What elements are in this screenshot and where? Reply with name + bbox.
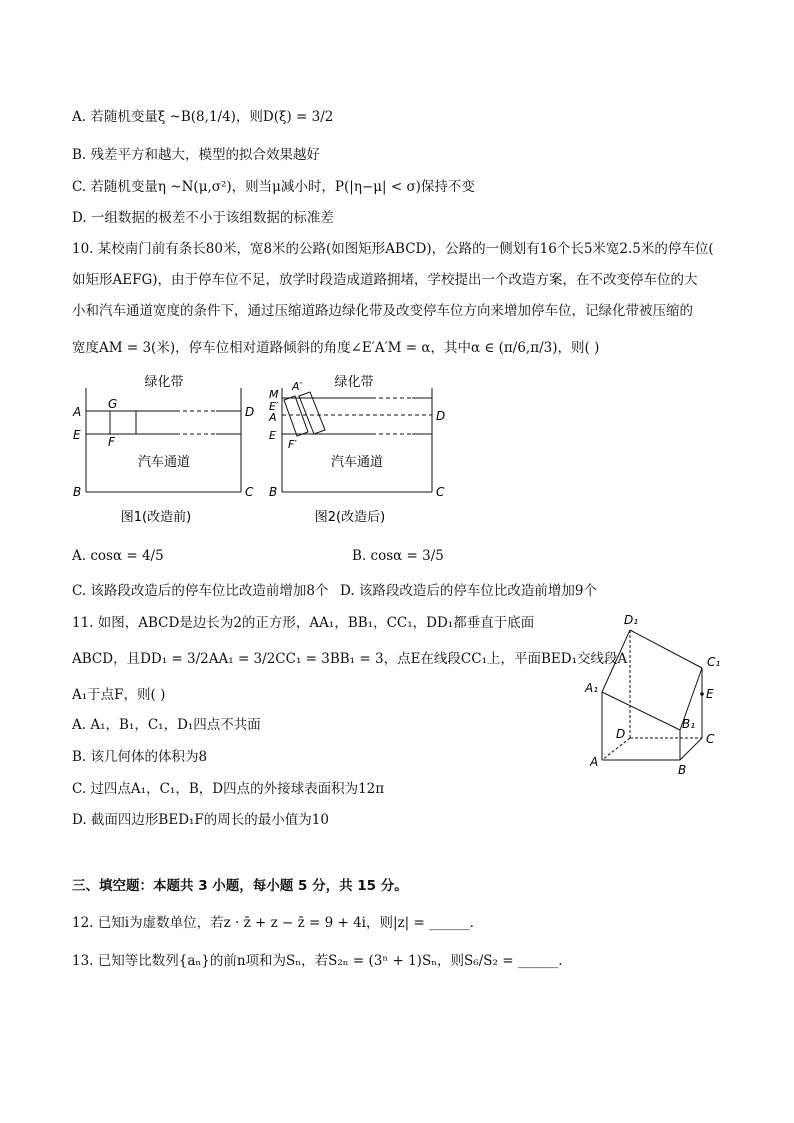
q10-stem-line4: 宽度AM = 3(米)，停车位相对道路倾斜的角度∠E′A′M = α，其中α ∈ (π/6,π/3)，则( ) xyxy=(72,340,600,356)
fig2-label-d: D xyxy=(436,409,446,423)
fig11-label-b: B xyxy=(678,763,687,777)
fig2-label-e-prime: E′ xyxy=(269,400,279,413)
fig1-caption: 图1(改造前) xyxy=(120,510,192,525)
fig1-label-g: G xyxy=(108,397,118,411)
q11-stem-line3: A₁于点F，则( ) xyxy=(72,687,166,703)
fig2-label-a-prime: A′ xyxy=(292,380,303,393)
fig2-label-b: B xyxy=(269,485,278,499)
section-3-title: 三、填空题：本题共 3 小题，每小题 5 分，共 15 分。 xyxy=(72,878,408,894)
fig11-label-c: C xyxy=(706,732,715,746)
q11-stem-line1: 11. 如图，ABCD是边长为2的正方形，AA₁，BB₁，CC₁，DD₁都垂直于底面 xyxy=(72,615,535,631)
fig11-label-a1: A₁ xyxy=(585,681,599,695)
q10-option-b: B. cosα = 3/5 xyxy=(352,548,444,564)
fig11-label-d: D xyxy=(616,727,626,741)
fig1-label-b: B xyxy=(73,485,82,499)
fig2-label-a: A xyxy=(269,411,277,424)
q11-option-b: B. 该几何体的体积为8 xyxy=(72,749,208,765)
q9-option-b: B. 残差平方和越大，模型的拟合效果越好 xyxy=(72,147,321,163)
q11-option-d: D. 截面四边形BED₁F的周长的最小值为10 xyxy=(72,812,329,828)
fig11-label-c1: C₁ xyxy=(707,655,721,669)
fig11-label-b1: B₁ xyxy=(682,717,696,731)
fig2-caption: 图2(改造后) xyxy=(314,510,386,525)
q9-option-c: C. 若随机变量η ~N(μ,σ²)，则当μ减小时，P(|η−μ| < σ)保持不变 xyxy=(72,179,475,195)
fig1-label-f: F xyxy=(108,435,115,449)
q11-solid-figure xyxy=(582,608,732,778)
fig2-green-label: 绿化带 xyxy=(334,375,374,390)
q10-option-c: C. 该路段改造后的停车位比改造前增加8个 xyxy=(72,583,329,599)
fig1-green-label: 绿化带 xyxy=(144,375,184,390)
fig1-road-label: 汽车通道 xyxy=(137,455,191,470)
q11-option-c: C. 过四点A₁，C₁，B，D四点的外接球表面积为12π xyxy=(72,781,385,797)
fig1-label-c: C xyxy=(245,485,254,499)
fig1-label-e: E xyxy=(73,428,81,442)
fig2-label-f-prime: F′ xyxy=(288,438,297,451)
q10-figure1 xyxy=(66,368,266,533)
q11-stem-line2: ABCD，且DD₁ = 3/2AA₁ = 3/2CC₁ = 3BB₁ = 3，点E在线段CC₁上，平面BED₁交线段A xyxy=(72,651,628,667)
fig11-label-d1: D₁ xyxy=(624,613,639,627)
fig2-label-m: M xyxy=(269,388,279,401)
q9-option-d: D. 一组数据的极差不小于该组数据的标准差 xyxy=(72,210,334,226)
q10-stem-line2: 如矩形AEFG)，由于停车位不足，放学时段造成道路拥堵，学校提出一个改造方案，在不改变停车位的大 xyxy=(72,272,698,288)
q11-option-a: A. A₁，B₁，C₁，D₁四点不共面 xyxy=(72,717,261,733)
q10-stem-line1: 10. 某校南门前有条长80米，宽8米的公路(如图矩形ABCD)，公路的一侧划有16个长5米宽2.5米的停车位( xyxy=(72,241,714,257)
fig2-label-e: E xyxy=(269,429,276,442)
fig1-label-a: A xyxy=(73,405,82,419)
q10-stem-line3: 小和汽车通道宽度的条件下，通过压缩道路边绿化带及改变停车位方向来增加停车位，记绿化带被压缩的 xyxy=(72,303,693,319)
q12-stem: 12. 已知i为虚数单位，若z · z̄ + z − z̄ = 9 + 4i，则|z| = ______. xyxy=(72,915,474,931)
fig11-label-e: E xyxy=(706,687,714,701)
fig2-road-label: 汽车通道 xyxy=(330,455,384,470)
fig2-label-c: C xyxy=(436,485,445,499)
fig11-label-a: A xyxy=(590,755,599,769)
q10-option-d: D. 该路段改造后的停车位比改造前增加9个 xyxy=(340,583,598,599)
q10-figure2 xyxy=(262,368,462,533)
q13-stem: 13. 已知等比数列{aₙ}的前n项和为Sₙ，若S₂ₙ = (3ⁿ + 1)Sₙ，则S₆/S₂ = ______. xyxy=(72,953,563,969)
q9-option-a: A. 若随机变量ξ ~B(8,1/4)，则D(ξ) = 3/2 xyxy=(72,109,334,125)
q10-option-a: A. cosα = 4/5 xyxy=(72,548,164,564)
fig1-label-d: D xyxy=(245,405,255,419)
